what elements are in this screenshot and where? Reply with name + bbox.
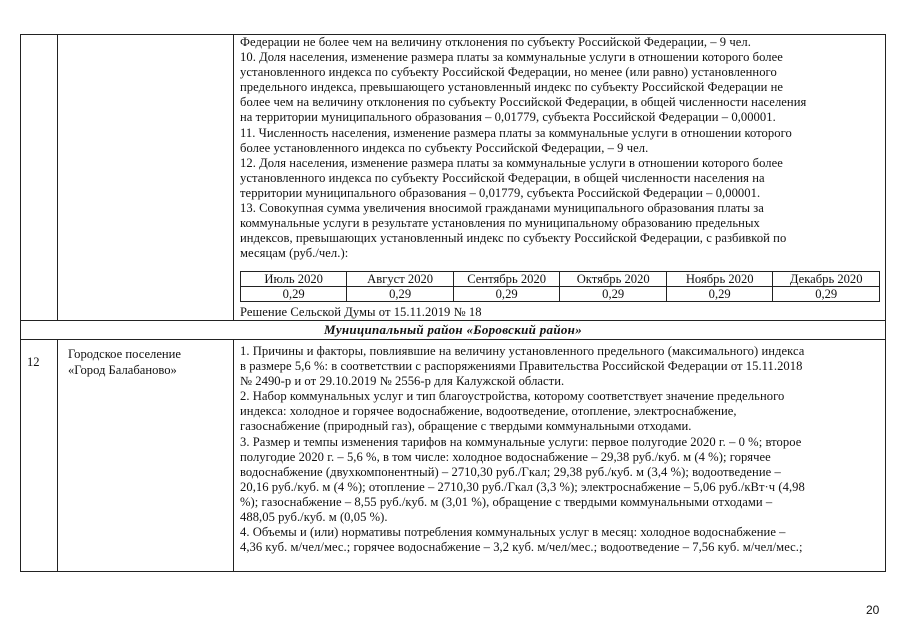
text-line: в размере 5,6 %: в соответствии с распоряжениями Правительства Российской Федерации от 15.11.2018 [240, 359, 803, 374]
text-line: № 2490-р и от 29.10.2019 № 2556-р для Калужской области. [240, 374, 565, 389]
month-value: 0,29 [347, 287, 453, 302]
text-line: более чем на величину отклонения по субъекту Российской Федерации, в общей численности населения [240, 95, 807, 110]
text-line: более установленного индекса по субъекту Российской Федерации, – 9 чел. [240, 140, 649, 155]
text-line: 4,36 куб. м/чел/мес.; горячее водоснабжение – 3,2 куб. м/чел/мес.; водоотведение – 7,56 куб. м/чел/мес.; [240, 540, 803, 555]
paragraph [240, 435, 880, 526]
row-number: 12 [27, 355, 40, 369]
text-line: 4. Объемы и (или) нормативы потребления коммунальных услуг в месяц: холодное водоснабжение – [240, 525, 786, 540]
text-line: на территории муниципального образования – 0,01779, субъекта Российской Федерации – 0,00001. [240, 110, 776, 125]
decision-reference [240, 305, 880, 320]
text-line: 10. Доля населения, изменение размера платы за коммунальные услуги в отношении которого более [240, 50, 783, 65]
col-divider-1-upper [57, 34, 58, 320]
month-value: 0,29 [241, 287, 347, 302]
text-line: 3. Размер и темпы изменения тарифов на коммунальные услуги: первое полугодие 2020 г. – 0 %; второе [240, 434, 802, 449]
table-left-border [20, 34, 21, 572]
text-line: Федерации не более чем на величину отклонения по субъекту Российской Федерации, – 9 чел. [240, 35, 751, 49]
col-divider-2-lower [233, 339, 234, 571]
month-header: Сентябрь 2020 [453, 272, 560, 287]
month-value: 0,29 [560, 287, 667, 302]
monthly-table-value-row [241, 287, 880, 302]
month-header: Декабрь 2020 [773, 272, 880, 287]
text-line: полугодие 2020 г. – 5,6 %, в том числе: холодное водоснабжение – 29,38 руб./куб. м (4 %); горячее [240, 449, 771, 464]
text-line: коммунальные услуги в результате установления по муниципальному образованию предельных [240, 216, 760, 231]
col-divider-2-upper [233, 34, 234, 320]
text-line: индексов, превышающих установленный индекс по субъекту Российской Федерации, с разбивкой по [240, 231, 787, 246]
text-line: 13. Совокупная сумма увеличения вносимой гражданами муниципального образования платы за [240, 201, 764, 216]
municipality-name-line: «Город Балабаново» [68, 362, 177, 377]
paragraph [240, 344, 880, 389]
col-divider-1-lower [57, 339, 58, 571]
text-line: 11. Численность населения, изменение размера платы за коммунальные услуги в отношении которого [240, 125, 792, 140]
paragraph [240, 156, 880, 201]
month-value: 0,29 [773, 287, 880, 302]
text-line: 1. Причины и факторы, повлиявшие на величину установленного предельного (максимального) индекса [240, 344, 805, 358]
month-value: 0,29 [453, 287, 560, 302]
paragraph [240, 389, 880, 434]
upper-block-text [240, 35, 880, 261]
paragraph [240, 50, 880, 125]
text-line: территории муниципального образования – 0,01779, субъекта Российской Федерации – 0,00001. [240, 185, 761, 200]
text-line: предельного индекса, превышающего установленный индекс по субъекту Российской Федерации не [240, 80, 784, 95]
paragraph [240, 126, 880, 156]
text-line: индекса: холодное и горячее водоснабжение, водоотведение, отопление, электроснабжение, [240, 404, 737, 419]
text-line: %); газоснабжение – 8,55 руб./куб. м (3,01 %), обращение с твердыми коммунальными отходами – [240, 494, 773, 509]
text-line: месяцам (руб./чел.): [240, 246, 349, 261]
month-header: Октябрь 2020 [560, 272, 667, 287]
monthly-increase-table [240, 271, 880, 302]
municipality-name [68, 347, 228, 378]
text-line: установленного индекса по субъекту Российской Федерации, в общей численности населения на [240, 170, 765, 185]
section-title: Муниципальный район «Боровский район» [323, 322, 582, 337]
text-line: установленного индекса по субъекту Российской Федерации, но менее (или равно) установленного [240, 65, 777, 80]
decision-text: Решение Сельской Думы от 15.11.2019 № 18 [240, 305, 482, 319]
row-description [240, 344, 880, 555]
text-line: водоснабжение (двухкомпонентный) – 2710,30 руб./Гкал; 29,38 руб./куб. м (3,4 %); водоотведение – [240, 464, 781, 479]
text-line: 20,16 руб./куб. м (4 %); отопление – 2710,30 руб./Гкал (3,3 %); электроснабжение – 5,06 руб./кВт·ч (4,98 [240, 479, 805, 494]
page-number: 20 [866, 603, 880, 617]
text-line: 2. Набор коммунальных услуг и тип благоустройства, которому соответствует значение предельного [240, 389, 785, 404]
table-bottom-border [20, 571, 886, 572]
month-header: Июль 2020 [241, 272, 347, 287]
municipality-name-line: Городское поселение [68, 347, 181, 361]
month-header: Август 2020 [347, 272, 453, 287]
text-line: 488,05 руб./куб. м (0,05 %). [240, 510, 388, 525]
month-value: 0,29 [666, 287, 772, 302]
section-bottom-border [20, 339, 886, 340]
text-line: газоснабжение (природный газ), обращение с твердыми коммунальными отходами. [240, 419, 692, 434]
paragraph [240, 35, 880, 50]
paragraph [240, 525, 880, 555]
table-right-border [885, 34, 886, 572]
text-line: 12. Доля населения, изменение размера платы за коммунальные услуги в отношении которого более [240, 155, 783, 170]
paragraph [240, 201, 880, 261]
month-header: Ноябрь 2020 [666, 272, 772, 287]
monthly-table-header-row [241, 272, 880, 287]
section-top-border [20, 320, 886, 321]
